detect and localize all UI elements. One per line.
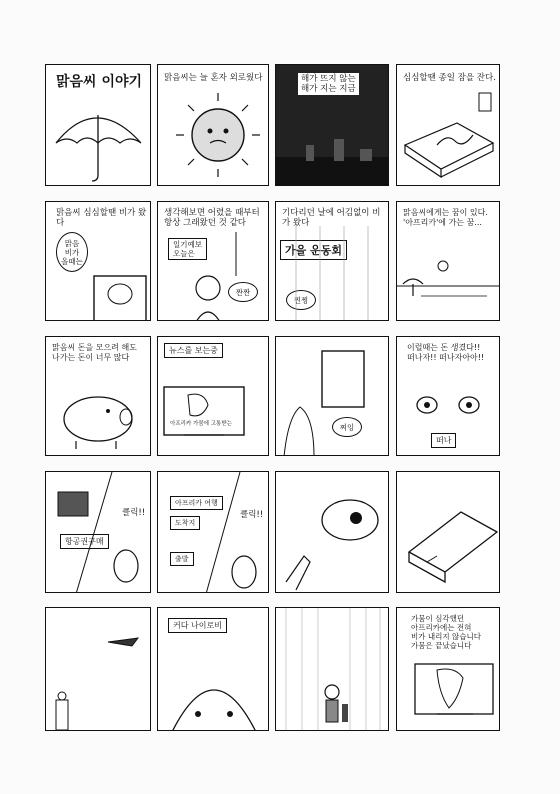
computer-mouse-drawing [46, 472, 151, 593]
panel-12 [396, 336, 500, 456]
rain-lines [276, 202, 389, 321]
panel-8 [396, 201, 500, 321]
bed-drawing [397, 65, 500, 186]
panel-caption: 해가 뜨지 않는 해가 지는 지금 [298, 73, 359, 95]
panel-19 [275, 607, 389, 731]
panel-caption: 이럴때는 돈 생겼다!! 떠나자!! 떠나자아아!! [407, 343, 485, 362]
africa-tv-drawing [397, 608, 500, 731]
search-item: 아프리카 여행 [170, 496, 223, 510]
sign: 떠나 [431, 433, 456, 448]
panel-20 [396, 607, 500, 731]
panel-4 [396, 64, 500, 186]
piggy-box-drawing [46, 202, 151, 321]
panel-caption: 맑음씨는 늘 혼자 외로웠다 [164, 73, 263, 83]
suitcase-drawing [397, 472, 500, 593]
panel-1 [45, 64, 151, 186]
face-drawing [158, 608, 269, 731]
panel-17 [45, 607, 151, 731]
sun-drawing [158, 65, 269, 186]
broken-piggy-drawing [276, 472, 389, 593]
panel-14 [157, 471, 269, 593]
panel-2 [157, 64, 269, 186]
window-drawing [276, 337, 389, 456]
kid-drawing [158, 202, 269, 321]
panel-7 [275, 201, 389, 321]
panel-10 [157, 336, 269, 456]
panel-caption: 가뭄이 심각했던 아프리카에는 전혀 비가 내리지 않습니다 가뭄은 끝났습니다 [411, 614, 481, 650]
click-text: 클릭!! [122, 508, 146, 518]
mouse-drawing [158, 472, 269, 593]
panel-caption: 기다리던 날에 어김없이 비가 왔다 [282, 208, 381, 228]
sports-day-banner: 가을 운동회 [280, 240, 347, 260]
eyes-drawing [397, 337, 500, 456]
tv-caption: 아프리카 가뭄에 고통받는 [170, 421, 232, 427]
panel-caption: 맑음씨 심심할땐 비가 왔다 [56, 208, 147, 228]
panel-caption: 심심할땐 종일 잠을 잔다. [403, 73, 496, 83]
rain-scene-drawing [276, 608, 389, 731]
panel-18 [157, 607, 269, 731]
speech-bubble: 맑음 비가 올때는 [56, 232, 88, 272]
speech-bubble: 찌잉 [332, 417, 362, 437]
panel-15 [275, 471, 389, 593]
speech-bubble: 찐찡 [286, 290, 316, 310]
panel-3 [275, 64, 389, 186]
calendar-sign: 일기예보 오늘은 [168, 238, 207, 260]
umbrella-drawing [46, 65, 151, 186]
piggy-bank-drawing [46, 337, 151, 456]
search-item: 도착지 [170, 516, 200, 530]
panel-caption: 생각해보면 어렸을 때부터 항상 그래왔던 것 같다 [164, 208, 260, 228]
panel-5 [45, 201, 151, 321]
panel-9 [45, 336, 151, 456]
click-text: 클릭!! [240, 510, 264, 520]
panel-16 [396, 471, 500, 593]
panel-caption: 맑음씨에게는 꿈이 있다. '아프리카'에 가는 꿈... [403, 208, 488, 227]
plane-tower-drawing [46, 608, 151, 731]
panel-caption: 맑음씨 돈을 모으려 해도 나가는 돈이 너무 많다 [52, 343, 137, 362]
panel-caption: 커다 나이로비 [168, 618, 227, 633]
night-city-drawing [276, 65, 389, 186]
panel-13 [45, 471, 151, 593]
panel-6 [157, 201, 269, 321]
tv-drawing [158, 337, 269, 456]
news-label: 뉴스를 보는중 [164, 343, 223, 358]
search-item: 출발 [170, 552, 194, 566]
flight-sticker: 항공권구매 [60, 534, 109, 549]
savanna-drawing [397, 202, 500, 321]
panel-11 [275, 336, 389, 456]
speech-bubble: 짠짠 [228, 282, 258, 302]
comic-title: 맑음씨 이야기 [56, 74, 143, 90]
